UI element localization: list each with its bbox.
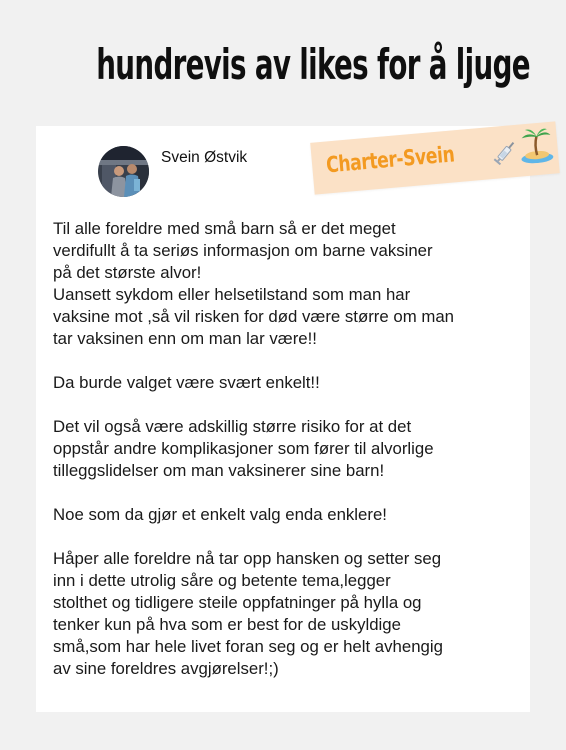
post-paragraph: Det vil også være adskillig større risiko for at det oppstår andre komplikasjoner som fører til alvorlige tilleggslidelser om man vaksinerer sine barn! <box>53 417 434 480</box>
headline: hundrevis av likes for å ljuge <box>96 40 530 89</box>
syringe-icon <box>491 137 521 167</box>
avatar <box>98 146 149 197</box>
sticker-text: Charter-Svein <box>325 142 456 179</box>
post-paragraph: Til alle foreldre med små barn så er det meget verdifullt å ta seriøs informasjon om barne vaksiner på det største alvor! Uansett sykdom eller helsetilstand som man har vaksine mot ,så vil risken for død være større om man tar vaksinen enn om man lar være!! <box>53 219 454 348</box>
author-name[interactable]: Svein Østvik <box>161 149 248 166</box>
sticker <box>310 121 560 194</box>
post-body <box>53 218 528 680</box>
post-paragraph: Da burde valget være svært enkelt!! <box>53 373 320 392</box>
island-icon <box>518 126 555 165</box>
post-paragraph: Håper alle foreldre nå tar opp hansken og setter seg inn i dette utrolig såre og betente tema,legger stolthet og tidligere steile oppfatninger på hylla og tenker kun på hva som er best for de uskyldige små,som har hele livet foran seg og er helt avhengig av sine foreldres avgjørelser!;) <box>53 549 443 678</box>
post-card <box>36 126 530 712</box>
post-paragraph: Noe som da gjør et enkelt valg enda enklere! <box>53 505 387 524</box>
